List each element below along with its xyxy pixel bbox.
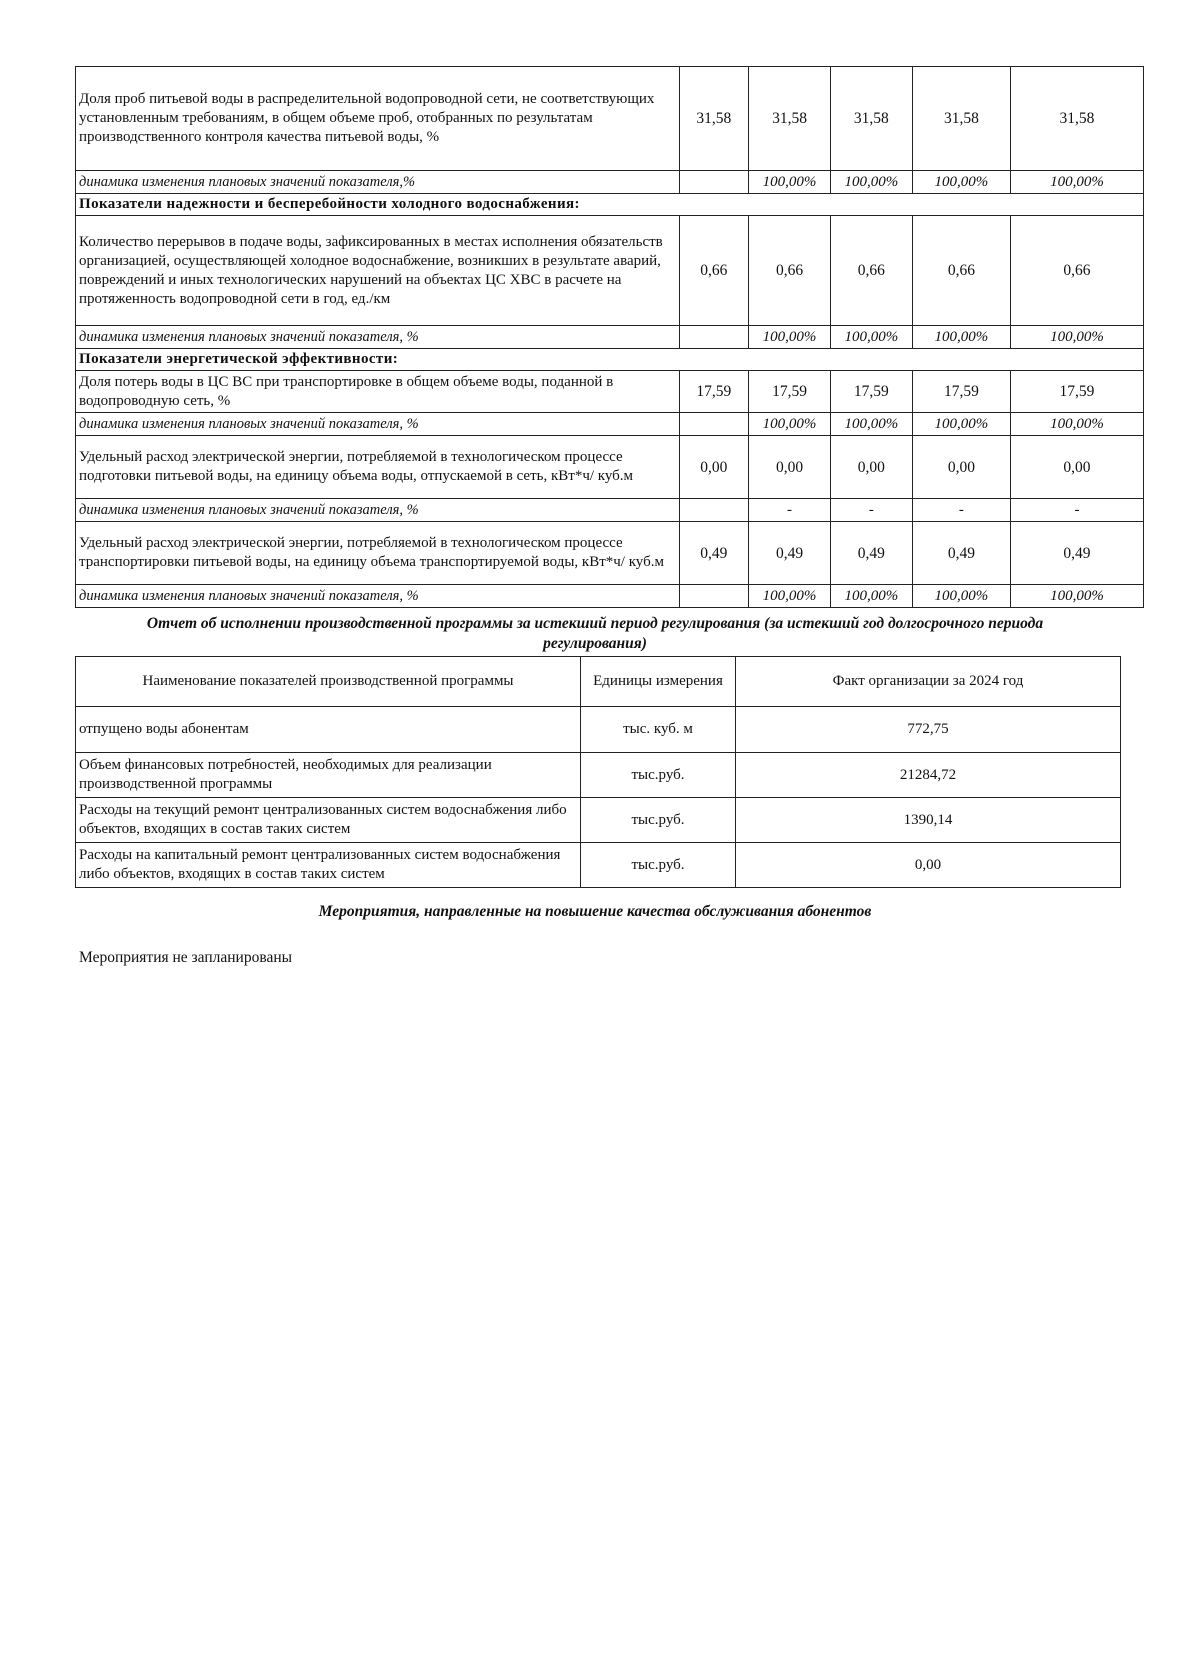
dynamics-value: 100,00% bbox=[830, 171, 912, 194]
report-header-unit: Единицы измерения bbox=[581, 657, 736, 707]
report-header-name: Наименование показателей производственной программы bbox=[76, 657, 581, 707]
dynamics-value bbox=[679, 326, 749, 349]
indicator-value: 31,58 bbox=[912, 67, 1010, 171]
report-row-unit: тыс.руб. bbox=[581, 753, 736, 798]
indicator-value: 0,66 bbox=[830, 216, 912, 326]
dynamics-value bbox=[679, 171, 749, 194]
indicator-value: 0,49 bbox=[830, 522, 912, 585]
report-table-row bbox=[76, 753, 1121, 798]
section-heading-row bbox=[76, 349, 1144, 371]
dynamics-value: 100,00% bbox=[749, 171, 831, 194]
dynamics-value: 100,00% bbox=[912, 171, 1010, 194]
dynamics-value: 100,00% bbox=[1010, 326, 1143, 349]
report-row-unit: тыс. куб. м bbox=[581, 707, 736, 753]
indicator-row bbox=[76, 371, 1144, 413]
dynamics-label: динамика изменения плановых значений показателя, % bbox=[76, 585, 680, 608]
indicator-value: 17,59 bbox=[830, 371, 912, 413]
indicator-name: Доля потерь воды в ЦС ВС при транспортировке в общем объеме воды, поданной в водопроводную сеть, % bbox=[76, 371, 680, 413]
dynamics-label: динамика изменения плановых значений показателя, % bbox=[76, 413, 680, 436]
indicator-value: 0,00 bbox=[912, 436, 1010, 499]
indicator-row bbox=[76, 522, 1144, 585]
report-row-value: 772,75 bbox=[736, 707, 1121, 753]
dynamics-value: 100,00% bbox=[1010, 171, 1143, 194]
dynamics-value: 100,00% bbox=[830, 326, 912, 349]
dynamics-row bbox=[76, 413, 1144, 436]
report-row-name: отпущено воды абонентам bbox=[76, 707, 581, 753]
dynamics-label: динамика изменения плановых значений показателя, % bbox=[76, 499, 680, 522]
indicator-name: Удельный расход электрической энергии, потребляемой в технологическом процессе транспортировки питьевой воды, на единицу объема транспортируемой воды, кВт*ч/ куб.м bbox=[76, 522, 680, 585]
report-row-unit: тыс.руб. bbox=[581, 843, 736, 888]
indicator-value: 0,49 bbox=[1010, 522, 1143, 585]
dynamics-value: - bbox=[830, 499, 912, 522]
dynamics-row bbox=[76, 585, 1144, 608]
section-heading: Показатели энергетической эффективности: bbox=[76, 349, 1144, 371]
indicator-value: 0,00 bbox=[679, 436, 749, 499]
indicator-value: 0,66 bbox=[749, 216, 831, 326]
indicator-value: 31,58 bbox=[830, 67, 912, 171]
indicator-value: 0,49 bbox=[912, 522, 1010, 585]
report-row-name: Расходы на капитальный ремонт централизованных систем водоснабжения либо объектов, входящих в состав таких систем bbox=[76, 843, 581, 888]
section-heading-row bbox=[76, 194, 1144, 216]
dynamics-label: динамика изменения плановых значений показателя,% bbox=[76, 171, 680, 194]
indicator-name: Доля проб питьевой воды в распределительной водопроводной сети, не соответствующих установленным требованиям, в общем объеме проб, отобранных по результатам производственного контроля качества питьевой воды, % bbox=[76, 67, 680, 171]
indicator-value: 0,66 bbox=[679, 216, 749, 326]
dynamics-value: 100,00% bbox=[1010, 585, 1143, 608]
indicator-name: Количество перерывов в подаче воды, зафиксированных в местах исполнения обязательств организацией, осуществляющей холодное водоснабжение, возникших в результате аварий, повреждений и иных технологических нарушений на объектах ЦС ХВС в расчете на протяженность водопроводной сети в год, ед./км bbox=[76, 216, 680, 326]
dynamics-value: 100,00% bbox=[830, 413, 912, 436]
indicator-value: 0,00 bbox=[749, 436, 831, 499]
dynamics-value bbox=[679, 499, 749, 522]
indicator-value: 0,49 bbox=[749, 522, 831, 585]
dynamics-value: 100,00% bbox=[912, 585, 1010, 608]
report-row-name: Объем финансовых потребностей, необходимых для реализации производственной программы bbox=[76, 753, 581, 798]
report-table-header-row bbox=[76, 657, 1121, 707]
dynamics-value bbox=[679, 585, 749, 608]
report-row-value: 21284,72 bbox=[736, 753, 1121, 798]
indicator-value: 0,66 bbox=[1010, 216, 1143, 326]
dynamics-value: 100,00% bbox=[749, 326, 831, 349]
report-row-unit: тыс.руб. bbox=[581, 798, 736, 843]
indicator-value: 31,58 bbox=[679, 67, 749, 171]
indicator-value: 0,00 bbox=[830, 436, 912, 499]
indicator-value: 0,49 bbox=[679, 522, 749, 585]
indicator-value: 31,58 bbox=[749, 67, 831, 171]
report-row-value: 1390,14 bbox=[736, 798, 1121, 843]
report-table-row bbox=[76, 798, 1121, 843]
indicators-table bbox=[75, 66, 1144, 608]
indicator-value: 17,59 bbox=[1010, 371, 1143, 413]
dynamics-value: - bbox=[749, 499, 831, 522]
dynamics-value: 100,00% bbox=[749, 585, 831, 608]
dynamics-value: 100,00% bbox=[830, 585, 912, 608]
dynamics-row bbox=[76, 171, 1144, 194]
dynamics-value: - bbox=[912, 499, 1010, 522]
report-header-fact: Факт организации за 2024 год bbox=[736, 657, 1121, 707]
indicator-row bbox=[76, 67, 1144, 171]
dynamics-value: - bbox=[1010, 499, 1143, 522]
report-table-row bbox=[76, 843, 1121, 888]
report-table bbox=[75, 656, 1121, 888]
dynamics-row bbox=[76, 326, 1144, 349]
measures-heading: Мероприятия, направленные на повышение качества обслуживания абонентов bbox=[318, 903, 872, 920]
dynamics-value: 100,00% bbox=[912, 413, 1010, 436]
section-heading: Показатели надежности и бесперебойности холодного водоснабжения: bbox=[76, 194, 1144, 216]
report-table-row bbox=[76, 707, 1121, 753]
indicator-row bbox=[76, 216, 1144, 326]
indicator-value: 31,58 bbox=[1010, 67, 1143, 171]
indicator-value: 17,59 bbox=[679, 371, 749, 413]
dynamics-value: 100,00% bbox=[912, 326, 1010, 349]
indicator-name: Удельный расход электрической энергии, потребляемой в технологическом процессе подготовки питьевой воды, на единицу объема воды, отпускаемой в сеть, кВт*ч/ куб.м bbox=[76, 436, 680, 499]
report-row-name: Расходы на текущий ремонт централизованных систем водоснабжения либо объектов, входящих в состав таких систем bbox=[76, 798, 581, 843]
measures-text: Мероприятия не запланированы bbox=[79, 949, 293, 966]
indicator-value: 0,66 bbox=[912, 216, 1010, 326]
dynamics-row bbox=[76, 499, 1144, 522]
indicator-value: 17,59 bbox=[912, 371, 1010, 413]
report-row-value: 0,00 bbox=[736, 843, 1121, 888]
dynamics-label: динамика изменения плановых значений показателя, % bbox=[76, 326, 680, 349]
dynamics-value: 100,00% bbox=[749, 413, 831, 436]
dynamics-value bbox=[679, 413, 749, 436]
report-heading: Отчет об исполнении производственной программы за истекший период регулирования (за истекший год долгосрочного периода регулирования) bbox=[146, 615, 1044, 652]
indicator-row bbox=[76, 436, 1144, 499]
dynamics-value: 100,00% bbox=[1010, 413, 1143, 436]
indicator-value: 17,59 bbox=[749, 371, 831, 413]
indicator-value: 0,00 bbox=[1010, 436, 1143, 499]
